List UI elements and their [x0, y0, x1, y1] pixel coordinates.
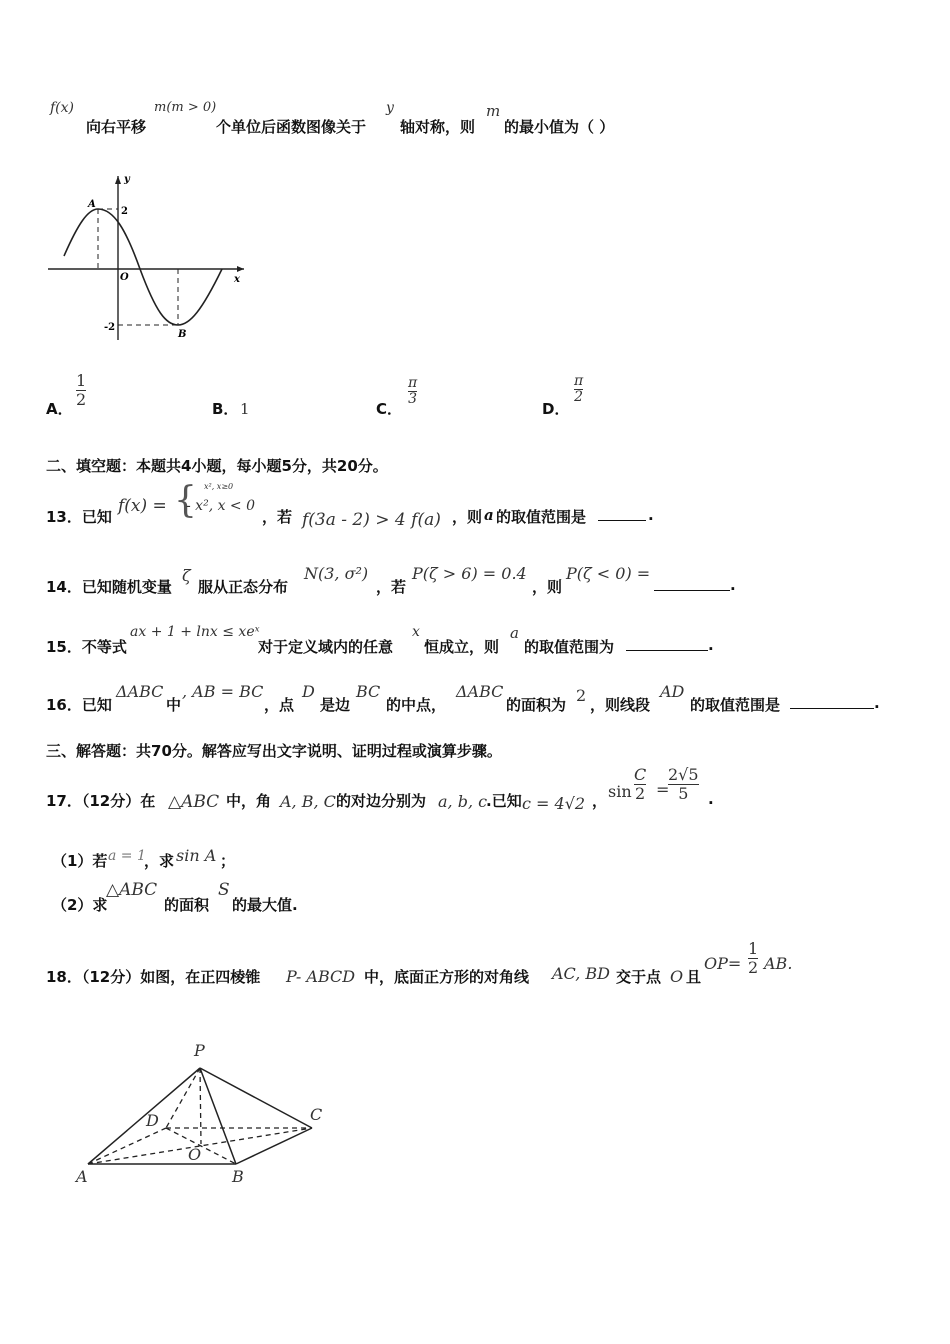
q17-1-label: （1）若: [52, 852, 108, 870]
q16-text2: ，点: [264, 696, 295, 714]
q17-text2: 的对边分别为: [336, 792, 427, 810]
q12-text2: 个单位后函数图像关于: [216, 118, 367, 136]
q15-text2: 恒成立，则: [424, 638, 500, 656]
q17-equals: =: [656, 780, 670, 799]
q15-answer-blank[interactable]: [626, 636, 708, 651]
y-label: y: [124, 174, 130, 185]
question-16: [46, 680, 926, 716]
q17-text4: ，: [592, 792, 608, 810]
center-o-label: O: [188, 1145, 202, 1164]
q17-end: .: [708, 790, 714, 808]
q17-2-s: S: [218, 880, 230, 900]
q17-2-label: （2）求: [52, 896, 108, 914]
x-label: x: [234, 274, 240, 285]
pyramid-figure: [70, 1036, 350, 1196]
edge-pc: [200, 1068, 312, 1128]
q13-case2: - x², x < 0: [186, 498, 256, 514]
q18-diagonals: AC, BD: [552, 964, 610, 983]
q17-2-triangle: △ABC: [106, 880, 158, 900]
q15-a: a: [510, 624, 519, 642]
choice-c-label: C．: [376, 400, 403, 418]
q13-a: a: [484, 506, 494, 524]
edge-pd: [166, 1068, 200, 1128]
q14-text3: ，则: [532, 578, 563, 596]
q17-1-end: ；: [220, 852, 236, 870]
q17-sin: sin: [608, 782, 632, 801]
q16-text7: 的取值范围是: [690, 696, 781, 714]
sine-curve: [64, 209, 222, 325]
q17-2-text1: 的面积: [164, 896, 210, 914]
q14-number: 14．已知随机变量: [46, 578, 172, 596]
q16-d: D: [302, 682, 315, 701]
vertex-b-label: B: [232, 1167, 244, 1186]
q13-answer-blank[interactable]: [598, 506, 646, 521]
origin-label: O: [120, 272, 129, 283]
edge-ad: [88, 1128, 166, 1164]
q17-half-c: $\frac{C}{2}$: [634, 765, 647, 803]
q16-text1: 中: [166, 696, 182, 714]
q17-1-condition: a = 1: [108, 848, 146, 864]
q18-text3: 且: [686, 968, 702, 986]
edge-pa: [88, 1068, 200, 1164]
q16-text5: 的面积为: [506, 696, 567, 714]
q18-pyramid: P- ABCD: [286, 967, 356, 986]
question-17: [46, 766, 906, 820]
q17-sides: a, b, c: [438, 792, 488, 811]
q13-condition: f(3a - 2) > 4 f(a): [302, 510, 441, 530]
section-2-heading: 二、填空题：本题共4小题，每小题5分，共20分。: [46, 457, 388, 475]
q18-number: 18．（12分）如图，在正四棱锥: [46, 968, 261, 986]
q15-end: .: [708, 636, 714, 654]
vertex-a-label: A: [76, 1167, 88, 1186]
q15-text3: 的取值范围为: [524, 638, 615, 656]
q18-o: O: [670, 967, 684, 986]
x-axis-arrow-icon: [237, 266, 244, 272]
q16-bc: BC: [356, 682, 381, 701]
q16-text6: ，则线段: [590, 696, 651, 714]
q17-text3: .已知: [486, 792, 522, 810]
q12-text4: 的最小值为（ ）: [504, 118, 615, 136]
q15-x: x: [412, 624, 420, 640]
question-18: [46, 940, 906, 990]
choice-d-fraction: $\frac{\pi}{2}$: [574, 373, 584, 406]
q17-2-text2: 的最大值.: [232, 896, 298, 914]
choice-c-fraction: $\frac{\pi}{3}$: [408, 375, 418, 408]
q18-half: $\frac{1}{2}$: [748, 939, 759, 977]
q14-zeta: ζ: [182, 566, 191, 585]
q17-c-value: c = 4√2: [522, 794, 586, 813]
q14-distribution: N(3, σ²): [304, 564, 369, 583]
q14-condition: P(ζ > 6) = 0.4: [412, 564, 527, 583]
point-b-label: B: [178, 329, 187, 340]
y-axis-arrow-icon: [115, 176, 121, 184]
edge-bc: [236, 1128, 312, 1164]
tick-2: 2: [121, 206, 128, 217]
q16-answer-blank[interactable]: [790, 694, 874, 709]
q17-1-ask: sin A: [176, 846, 217, 865]
q13-end: .: [648, 506, 654, 524]
question-14: [46, 560, 906, 596]
q13-number: 13．已知: [46, 508, 112, 526]
choice-a-label: A．: [46, 400, 73, 418]
q16-end: .: [874, 694, 880, 712]
q17-sin-value: $\frac{2√5}{5}$: [668, 765, 699, 803]
q12-text1: 向右平移: [86, 118, 147, 136]
q13-text3: 的取值范围是: [496, 508, 587, 526]
q18-op: OP=: [704, 954, 742, 973]
point-a-label: A: [88, 199, 96, 210]
vertex-d-label: D: [146, 1111, 159, 1130]
q14-text1: 服从正态分布: [198, 578, 289, 596]
choice-d-label: D．: [542, 400, 570, 418]
q17-text1: 中，角: [226, 792, 272, 810]
q15-number: 15．不等式: [46, 638, 127, 656]
q12-y: y: [386, 100, 394, 116]
q15-text1: 对于定义域内的任意: [258, 638, 394, 656]
question-15: [46, 620, 906, 656]
choice-a-fraction: $\frac{1}{2}$: [76, 371, 87, 409]
q17-1-text1: ，求: [144, 852, 175, 870]
q16-text4: 的中点，: [386, 696, 447, 714]
q14-answer-blank[interactable]: [654, 576, 730, 591]
q18-text1: 中，底面正方形的对角线: [364, 968, 530, 986]
tick-minus-2: -2: [104, 322, 116, 333]
q12-m-cond: m(m > 0): [154, 100, 217, 115]
q18-ab: AB.: [764, 954, 793, 973]
q16-area: 2: [576, 686, 587, 705]
edge-pb: [200, 1068, 236, 1164]
q14-text2: ，若: [376, 578, 407, 596]
q15-inequality: ax + 1 + lnx ≤ xeˣ: [130, 624, 260, 640]
q16-equality: , AB = BC: [182, 682, 264, 701]
choice-b-label: B．: [212, 400, 239, 418]
q12-fx: f(x): [50, 100, 75, 116]
section-3-heading: 三、解答题：共70分。解答应写出文字说明、证明过程或演算步骤。: [46, 742, 502, 760]
sine-graph: [44, 170, 254, 350]
q16-ad: AD: [660, 682, 685, 701]
q13-fx: f(x) =: [118, 496, 167, 516]
q17-angles: A, B, C: [280, 792, 336, 811]
q12-text3: 轴对称，则: [400, 118, 476, 136]
q12-m: m: [486, 102, 501, 120]
q13-case1: x², x≥0: [204, 482, 234, 491]
q16-number: 16．已知: [46, 696, 112, 714]
q16-text3: 是边: [320, 696, 351, 714]
q13-text2: ，则: [452, 508, 483, 526]
q13-text1: ，若: [262, 508, 293, 526]
q14-ask: P(ζ < 0) =: [566, 564, 651, 583]
q18-text2: 交于点: [616, 968, 662, 986]
q16-triangle-2: ΔABC: [456, 682, 504, 701]
vertex-p-label: P: [194, 1041, 205, 1060]
vertex-c-label: C: [310, 1105, 323, 1124]
q14-end: .: [730, 576, 736, 594]
q16-triangle: ΔABC: [116, 682, 164, 701]
segment-po: [200, 1068, 201, 1144]
question-13: [46, 478, 906, 538]
q17-triangle: △ABC: [168, 792, 220, 812]
q13-brace: {: [174, 480, 197, 521]
q17-number: 17．（12分）在: [46, 792, 156, 810]
choice-b-value: 1: [240, 400, 250, 418]
